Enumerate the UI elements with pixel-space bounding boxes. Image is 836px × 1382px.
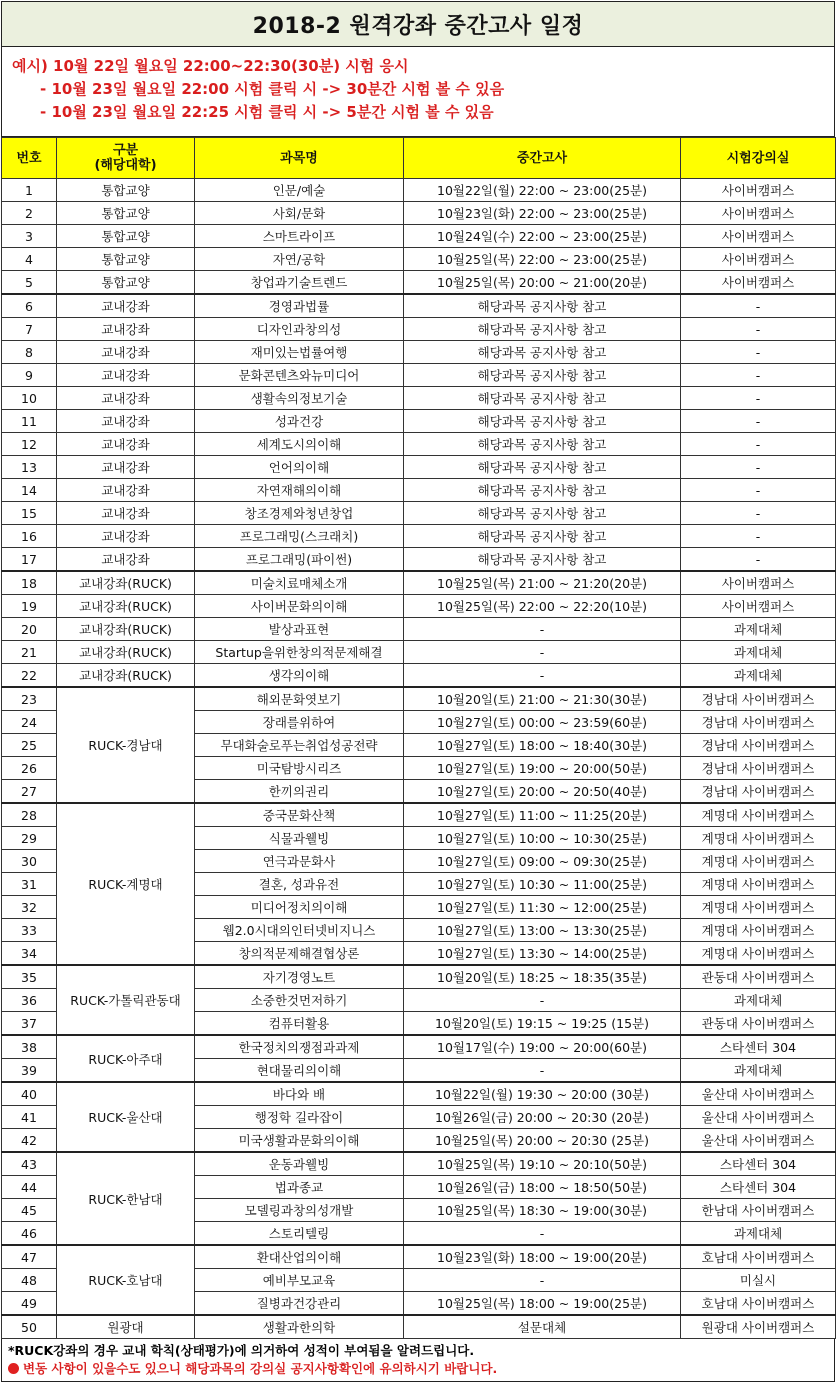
cell-no: 11 bbox=[2, 410, 57, 433]
table-row bbox=[2, 456, 836, 479]
note-line: - 10월 23일 월요일 22:25 시험 클릭 시 -> 5분간 시험 볼 수 있음 bbox=[40, 103, 494, 121]
table-row bbox=[2, 571, 836, 595]
cell-course: 세계도시의이해 bbox=[195, 433, 404, 456]
cell-room: 관동대 사이버캠퍼스 bbox=[681, 1012, 836, 1036]
cell-no: 26 bbox=[2, 757, 57, 780]
cell-room: - bbox=[681, 525, 836, 548]
cell-course: 창조경제와청년창업 bbox=[195, 502, 404, 525]
page-title: 2018-2 원격강좌 중간고사 일정 bbox=[1, 1, 835, 47]
cell-exam: 해당과목 공지사항 참고 bbox=[404, 410, 681, 433]
cell-category: RUCK-호남대 bbox=[57, 1245, 195, 1315]
table-row bbox=[2, 387, 836, 410]
table-row bbox=[2, 1082, 836, 1106]
cell-room: 울산대 사이버캠퍼스 bbox=[681, 1106, 836, 1129]
cell-category: 교내강좌 bbox=[57, 525, 195, 548]
schedule-table bbox=[1, 137, 836, 1339]
cell-room: 스타센터 304 bbox=[681, 1176, 836, 1199]
cell-category: 통합교양 bbox=[57, 202, 195, 225]
cell-room: 원광대 사이버캠퍼스 bbox=[681, 1315, 836, 1339]
cell-course: 행정학 길라잡이 bbox=[195, 1106, 404, 1129]
cell-course: 바다와 배 bbox=[195, 1082, 404, 1106]
cell-room: - bbox=[681, 410, 836, 433]
cell-no: 3 bbox=[2, 225, 57, 248]
cell-room: 과제대체 bbox=[681, 618, 836, 641]
cell-course: 질병과건강관리 bbox=[195, 1292, 404, 1316]
table-row bbox=[2, 271, 836, 295]
cell-course: 웹2.0시대의인터넷비지니스 bbox=[195, 919, 404, 942]
cell-no: 45 bbox=[2, 1199, 57, 1222]
cell-exam: - bbox=[404, 618, 681, 641]
cell-exam: 해당과목 공지사항 참고 bbox=[404, 294, 681, 318]
cell-room: 계명대 사이버캠퍼스 bbox=[681, 803, 836, 827]
cell-no: 27 bbox=[2, 780, 57, 804]
cell-no: 35 bbox=[2, 965, 57, 989]
exam-schedule-sheet bbox=[1, 1, 835, 1376]
cell-room: 사이버캠퍼스 bbox=[681, 248, 836, 271]
footer-notes bbox=[1, 1339, 835, 1382]
cell-category: 통합교양 bbox=[57, 225, 195, 248]
cell-no: 39 bbox=[2, 1059, 57, 1083]
cell-room: 과제대체 bbox=[681, 641, 836, 664]
cell-course: 해외문화엿보기 bbox=[195, 687, 404, 711]
cell-course: 한국정치의쟁점과과제 bbox=[195, 1035, 404, 1059]
cell-course: 프로그래밍(파이썬) bbox=[195, 548, 404, 572]
cell-course: 환대산업의이해 bbox=[195, 1245, 404, 1269]
cell-exam: 10월25일(목) 22:00 ~ 23:00(25분) bbox=[404, 248, 681, 271]
cell-exam: 10월27일(토) 19:00 ~ 20:00(50분) bbox=[404, 757, 681, 780]
cell-exam: 10월17일(수) 19:00 ~ 20:00(60분) bbox=[404, 1035, 681, 1059]
note-line: - 10월 23일 월요일 22:00 시험 클릭 시 -> 30분간 시험 볼 수 있음 bbox=[40, 80, 505, 98]
cell-course: 미국생활과문화의이해 bbox=[195, 1129, 404, 1153]
table-row bbox=[2, 1315, 836, 1339]
cell-category: 교내강좌 bbox=[57, 433, 195, 456]
table-row bbox=[2, 433, 836, 456]
cell-room: 울산대 사이버캠퍼스 bbox=[681, 1129, 836, 1153]
cell-no: 20 bbox=[2, 618, 57, 641]
cell-room: 스타센터 304 bbox=[681, 1152, 836, 1176]
cell-room: 한남대 사이버캠퍼스 bbox=[681, 1199, 836, 1222]
cell-category: 교내강좌 bbox=[57, 479, 195, 502]
cell-course: 미술치료매체소개 bbox=[195, 571, 404, 595]
cell-no: 42 bbox=[2, 1129, 57, 1153]
cell-exam: 10월20일(토) 19:15 ~ 19:25 (15분) bbox=[404, 1012, 681, 1036]
cell-no: 9 bbox=[2, 364, 57, 387]
cell-course: 법과종교 bbox=[195, 1176, 404, 1199]
table-row bbox=[2, 225, 836, 248]
cell-room: 계명대 사이버캠퍼스 bbox=[681, 896, 836, 919]
cell-no: 33 bbox=[2, 919, 57, 942]
cell-exam: 10월23일(화) 22:00 ~ 23:00(25분) bbox=[404, 202, 681, 225]
cell-course: 성과건강 bbox=[195, 410, 404, 433]
footer-warning bbox=[8, 1360, 828, 1378]
cell-category: 원광대 bbox=[57, 1315, 195, 1339]
cell-room: 경남대 사이버캠퍼스 bbox=[681, 687, 836, 711]
cell-exam: 해당과목 공지사항 참고 bbox=[404, 456, 681, 479]
cell-room: 사이버캠퍼스 bbox=[681, 179, 836, 202]
table-row bbox=[2, 641, 836, 664]
cell-course: 창업과기술트렌드 bbox=[195, 271, 404, 295]
cell-no: 23 bbox=[2, 687, 57, 711]
cell-course: 예비부모교육 bbox=[195, 1269, 404, 1292]
cell-course: 재미있는법률여행 bbox=[195, 341, 404, 364]
table-row bbox=[2, 664, 836, 688]
table-row bbox=[2, 618, 836, 641]
table-row bbox=[2, 548, 836, 572]
cell-category: 교내강좌(RUCK) bbox=[57, 641, 195, 664]
cell-room: - bbox=[681, 294, 836, 318]
cell-category: 교내강좌 bbox=[57, 364, 195, 387]
header-no: 번호 bbox=[2, 138, 57, 179]
cell-exam: 10월23일(화) 18:00 ~ 19:00(20분) bbox=[404, 1245, 681, 1269]
cell-no: 7 bbox=[2, 318, 57, 341]
cell-room: 과제대체 bbox=[681, 989, 836, 1012]
table-row bbox=[2, 294, 836, 318]
cell-room: 경남대 사이버캠퍼스 bbox=[681, 734, 836, 757]
cell-room: 울산대 사이버캠퍼스 bbox=[681, 1082, 836, 1106]
cell-course: 언어의이해 bbox=[195, 456, 404, 479]
note-line: 예시) 10월 22일 월요일 22:00~22:30(30분) 시험 응시 bbox=[12, 57, 409, 75]
cell-exam: 10월24일(수) 22:00 ~ 23:00(25분) bbox=[404, 225, 681, 248]
cell-exam: 10월26일(금) 20:00 ~ 20:30 (20분) bbox=[404, 1106, 681, 1129]
table-row bbox=[2, 179, 836, 202]
cell-course: 운동과웰빙 bbox=[195, 1152, 404, 1176]
cell-course: 무대화술로푸는취업성공전략 bbox=[195, 734, 404, 757]
header-category-line2: (해당대학) bbox=[94, 158, 157, 173]
header-room: 시험강의실 bbox=[681, 138, 836, 179]
cell-no: 32 bbox=[2, 896, 57, 919]
cell-category: 교내강좌 bbox=[57, 294, 195, 318]
cell-no: 47 bbox=[2, 1245, 57, 1269]
table-header-row bbox=[2, 138, 836, 179]
cell-room: - bbox=[681, 433, 836, 456]
cell-room: 스타센터 304 bbox=[681, 1035, 836, 1059]
cell-no: 17 bbox=[2, 548, 57, 572]
cell-category: 교내강좌 bbox=[57, 548, 195, 572]
cell-room: - bbox=[681, 502, 836, 525]
cell-no: 19 bbox=[2, 595, 57, 618]
cell-exam: 10월27일(토) 00:00 ~ 23:59(60분) bbox=[404, 711, 681, 734]
cell-exam: 해당과목 공지사항 참고 bbox=[404, 387, 681, 410]
cell-exam: 10월27일(토) 09:00 ~ 09:30(25분) bbox=[404, 850, 681, 873]
cell-category: RUCK-경남대 bbox=[57, 687, 195, 803]
cell-exam: 해당과목 공지사항 참고 bbox=[404, 525, 681, 548]
table-row bbox=[2, 1152, 836, 1176]
cell-category: RUCK-아주대 bbox=[57, 1035, 195, 1082]
cell-exam: 10월25일(목) 20:00 ~ 21:00(20분) bbox=[404, 271, 681, 295]
cell-course: 인문/예술 bbox=[195, 179, 404, 202]
cell-room: 사이버캠퍼스 bbox=[681, 571, 836, 595]
cell-no: 43 bbox=[2, 1152, 57, 1176]
cell-exam: 10월26일(금) 18:00 ~ 18:50(50분) bbox=[404, 1176, 681, 1199]
cell-no: 29 bbox=[2, 827, 57, 850]
cell-room: 경남대 사이버캠퍼스 bbox=[681, 711, 836, 734]
cell-category: RUCK-가톨릭관동대 bbox=[57, 965, 195, 1035]
cell-room: - bbox=[681, 548, 836, 572]
cell-no: 16 bbox=[2, 525, 57, 548]
table-row bbox=[2, 248, 836, 271]
schedule-rows bbox=[2, 179, 836, 1339]
cell-course: 한끼의권리 bbox=[195, 780, 404, 804]
cell-exam: 10월25일(목) 22:00 ~ 22:20(10분) bbox=[404, 595, 681, 618]
cell-exam: 10월25일(목) 20:00 ~ 20:30 (25분) bbox=[404, 1129, 681, 1153]
cell-room: 경남대 사이버캠퍼스 bbox=[681, 757, 836, 780]
cell-course: 사이버문화의이해 bbox=[195, 595, 404, 618]
cell-exam: 해당과목 공지사항 참고 bbox=[404, 479, 681, 502]
cell-category: 교내강좌 bbox=[57, 387, 195, 410]
cell-course: 사회/문화 bbox=[195, 202, 404, 225]
cell-no: 28 bbox=[2, 803, 57, 827]
cell-no: 49 bbox=[2, 1292, 57, 1316]
cell-exam: 10월20일(토) 18:25 ~ 18:35(35분) bbox=[404, 965, 681, 989]
cell-exam: 해당과목 공지사항 참고 bbox=[404, 548, 681, 572]
cell-no: 25 bbox=[2, 734, 57, 757]
cell-category: 교내강좌(RUCK) bbox=[57, 571, 195, 595]
cell-no: 22 bbox=[2, 664, 57, 688]
cell-category: 교내강좌 bbox=[57, 410, 195, 433]
cell-no: 6 bbox=[2, 294, 57, 318]
cell-exam: 10월25일(목) 18:30 ~ 19:00(30분) bbox=[404, 1199, 681, 1222]
cell-exam: - bbox=[404, 641, 681, 664]
cell-category: 통합교양 bbox=[57, 179, 195, 202]
cell-category: 통합교양 bbox=[57, 271, 195, 295]
cell-no: 34 bbox=[2, 942, 57, 966]
cell-exam: 10월27일(토) 11:00 ~ 11:25(20분) bbox=[404, 803, 681, 827]
red-dot-icon bbox=[8, 1363, 19, 1374]
cell-course: 자연/공학 bbox=[195, 248, 404, 271]
cell-category: RUCK-울산대 bbox=[57, 1082, 195, 1152]
cell-no: 41 bbox=[2, 1106, 57, 1129]
cell-no: 18 bbox=[2, 571, 57, 595]
cell-no: 31 bbox=[2, 873, 57, 896]
cell-room: 호남대 사이버캠퍼스 bbox=[681, 1292, 836, 1316]
cell-course: 결혼, 성과유전 bbox=[195, 873, 404, 896]
cell-exam: 10월27일(토) 10:30 ~ 11:00(25분) bbox=[404, 873, 681, 896]
cell-no: 1 bbox=[2, 179, 57, 202]
cell-course: 생각의이해 bbox=[195, 664, 404, 688]
cell-no: 8 bbox=[2, 341, 57, 364]
table-row bbox=[2, 318, 836, 341]
cell-room: 관동대 사이버캠퍼스 bbox=[681, 965, 836, 989]
cell-room: 호남대 사이버캠퍼스 bbox=[681, 1245, 836, 1269]
cell-room: 계명대 사이버캠퍼스 bbox=[681, 919, 836, 942]
cell-course: 경영과법률 bbox=[195, 294, 404, 318]
cell-exam: 10월22일(월) 22:00 ~ 23:00(25분) bbox=[404, 179, 681, 202]
cell-no: 44 bbox=[2, 1176, 57, 1199]
cell-exam: 10월27일(토) 13:30 ~ 14:00(25분) bbox=[404, 942, 681, 966]
cell-course: 소중한것먼저하기 bbox=[195, 989, 404, 1012]
cell-no: 36 bbox=[2, 989, 57, 1012]
cell-exam: 10월27일(토) 20:00 ~ 20:50(40분) bbox=[404, 780, 681, 804]
table-row bbox=[2, 1245, 836, 1269]
cell-course: Startup을위한창의적문제해결 bbox=[195, 641, 404, 664]
cell-course: 생활속의정보기술 bbox=[195, 387, 404, 410]
header-course: 과목명 bbox=[195, 138, 404, 179]
cell-course: 장래를위하여 bbox=[195, 711, 404, 734]
cell-room: 미실시 bbox=[681, 1269, 836, 1292]
cell-category: 교내강좌(RUCK) bbox=[57, 595, 195, 618]
table-row bbox=[2, 502, 836, 525]
cell-no: 15 bbox=[2, 502, 57, 525]
cell-course: 프로그래밍(스크래치) bbox=[195, 525, 404, 548]
cell-exam: - bbox=[404, 664, 681, 688]
cell-course: 생활과한의학 bbox=[195, 1315, 404, 1339]
cell-category: 통합교양 bbox=[57, 248, 195, 271]
cell-room: - bbox=[681, 364, 836, 387]
table-row bbox=[2, 1035, 836, 1059]
cell-exam: 10월27일(토) 10:00 ~ 10:30(25분) bbox=[404, 827, 681, 850]
cell-category: RUCK-계명대 bbox=[57, 803, 195, 965]
cell-no: 13 bbox=[2, 456, 57, 479]
cell-course: 발상과표현 bbox=[195, 618, 404, 641]
cell-no: 37 bbox=[2, 1012, 57, 1036]
cell-category: 교내강좌(RUCK) bbox=[57, 618, 195, 641]
table-row bbox=[2, 410, 836, 433]
cell-category: 교내강좌 bbox=[57, 341, 195, 364]
cell-course: 자연재해의이해 bbox=[195, 479, 404, 502]
table-row bbox=[2, 687, 836, 711]
cell-no: 24 bbox=[2, 711, 57, 734]
cell-no: 10 bbox=[2, 387, 57, 410]
header-category-line1: 구분 bbox=[112, 143, 139, 158]
cell-category: 교내강좌(RUCK) bbox=[57, 664, 195, 688]
cell-room: - bbox=[681, 387, 836, 410]
cell-course: 연극과문화사 bbox=[195, 850, 404, 873]
cell-exam: 10월25일(목) 21:00 ~ 21:20(20분) bbox=[404, 571, 681, 595]
cell-exam: 해당과목 공지사항 참고 bbox=[404, 502, 681, 525]
cell-exam: 10월27일(토) 18:00 ~ 18:40(30분) bbox=[404, 734, 681, 757]
cell-course: 스마트라이프 bbox=[195, 225, 404, 248]
cell-course: 모델링과창의성개발 bbox=[195, 1199, 404, 1222]
cell-course: 현대물리의이해 bbox=[195, 1059, 404, 1083]
cell-course: 미국탐방시리즈 bbox=[195, 757, 404, 780]
header-category bbox=[57, 138, 195, 179]
cell-exam: - bbox=[404, 1222, 681, 1246]
cell-exam: - bbox=[404, 1269, 681, 1292]
cell-room: 사이버캠퍼스 bbox=[681, 271, 836, 295]
cell-exam: - bbox=[404, 1059, 681, 1083]
cell-course: 중국문화산책 bbox=[195, 803, 404, 827]
cell-exam: 해당과목 공지사항 참고 bbox=[404, 433, 681, 456]
cell-exam: 10월27일(토) 11:30 ~ 12:00(25분) bbox=[404, 896, 681, 919]
cell-course: 식물과웰빙 bbox=[195, 827, 404, 850]
cell-no: 50 bbox=[2, 1315, 57, 1339]
cell-no: 14 bbox=[2, 479, 57, 502]
table-row bbox=[2, 803, 836, 827]
cell-room: - bbox=[681, 318, 836, 341]
header-exam: 중간고사 bbox=[404, 138, 681, 179]
cell-exam: 10월25일(목) 19:10 ~ 20:10(50분) bbox=[404, 1152, 681, 1176]
cell-course: 미디어정치의이해 bbox=[195, 896, 404, 919]
cell-no: 5 bbox=[2, 271, 57, 295]
cell-no: 12 bbox=[2, 433, 57, 456]
footer-warning-text: 변동 사항이 있을수도 있으니 해당과목의 강의실 공지사항확인에 유의하시기 바랍니다. bbox=[23, 1361, 498, 1376]
table-row bbox=[2, 525, 836, 548]
cell-room: 계명대 사이버캠퍼스 bbox=[681, 873, 836, 896]
cell-room: 계명대 사이버캠퍼스 bbox=[681, 827, 836, 850]
cell-no: 21 bbox=[2, 641, 57, 664]
cell-no: 4 bbox=[2, 248, 57, 271]
cell-course: 디자인과창의성 bbox=[195, 318, 404, 341]
example-notes bbox=[1, 47, 835, 137]
cell-course: 컴퓨터활용 bbox=[195, 1012, 404, 1036]
cell-exam: - bbox=[404, 989, 681, 1012]
cell-room: - bbox=[681, 479, 836, 502]
cell-room: 계명대 사이버캠퍼스 bbox=[681, 942, 836, 966]
cell-exam: 해당과목 공지사항 참고 bbox=[404, 364, 681, 387]
cell-room: 경남대 사이버캠퍼스 bbox=[681, 780, 836, 804]
cell-course: 자기경영노트 bbox=[195, 965, 404, 989]
cell-exam: 해당과목 공지사항 참고 bbox=[404, 318, 681, 341]
cell-no: 2 bbox=[2, 202, 57, 225]
table-row bbox=[2, 341, 836, 364]
cell-room: 계명대 사이버캠퍼스 bbox=[681, 850, 836, 873]
cell-exam: 10월25일(목) 18:00 ~ 19:00(25분) bbox=[404, 1292, 681, 1316]
cell-room: 사이버캠퍼스 bbox=[681, 202, 836, 225]
cell-category: 교내강좌 bbox=[57, 456, 195, 479]
cell-room: 과제대체 bbox=[681, 664, 836, 688]
cell-exam: 설문대체 bbox=[404, 1315, 681, 1339]
footer-line: *RUCK강좌의 경우 교내 학칙(상태평가)에 의거하여 성적이 부여됨을 알려드립니다. bbox=[8, 1343, 475, 1358]
table-row bbox=[2, 364, 836, 387]
cell-no: 30 bbox=[2, 850, 57, 873]
table-row bbox=[2, 595, 836, 618]
cell-category: RUCK-한남대 bbox=[57, 1152, 195, 1245]
cell-room: - bbox=[681, 456, 836, 479]
cell-exam: 10월22일(월) 19:30 ~ 20:00 (30분) bbox=[404, 1082, 681, 1106]
cell-exam: 10월27일(토) 13:00 ~ 13:30(25분) bbox=[404, 919, 681, 942]
cell-course: 스토리텔링 bbox=[195, 1222, 404, 1246]
table-row bbox=[2, 479, 836, 502]
cell-exam: 해당과목 공지사항 참고 bbox=[404, 341, 681, 364]
cell-room: - bbox=[681, 341, 836, 364]
cell-no: 38 bbox=[2, 1035, 57, 1059]
table-row bbox=[2, 965, 836, 989]
cell-exam: 10월20일(토) 21:00 ~ 21:30(30분) bbox=[404, 687, 681, 711]
cell-no: 48 bbox=[2, 1269, 57, 1292]
cell-course: 창의적문제해결협상론 bbox=[195, 942, 404, 966]
cell-room: 사이버캠퍼스 bbox=[681, 595, 836, 618]
table-row bbox=[2, 202, 836, 225]
cell-room: 과제대체 bbox=[681, 1222, 836, 1246]
cell-room: 사이버캠퍼스 bbox=[681, 225, 836, 248]
cell-room: 과제대체 bbox=[681, 1059, 836, 1083]
cell-category: 교내강좌 bbox=[57, 318, 195, 341]
cell-no: 40 bbox=[2, 1082, 57, 1106]
cell-no: 46 bbox=[2, 1222, 57, 1246]
cell-course: 문화콘텐츠와뉴미디어 bbox=[195, 364, 404, 387]
cell-category: 교내강좌 bbox=[57, 502, 195, 525]
